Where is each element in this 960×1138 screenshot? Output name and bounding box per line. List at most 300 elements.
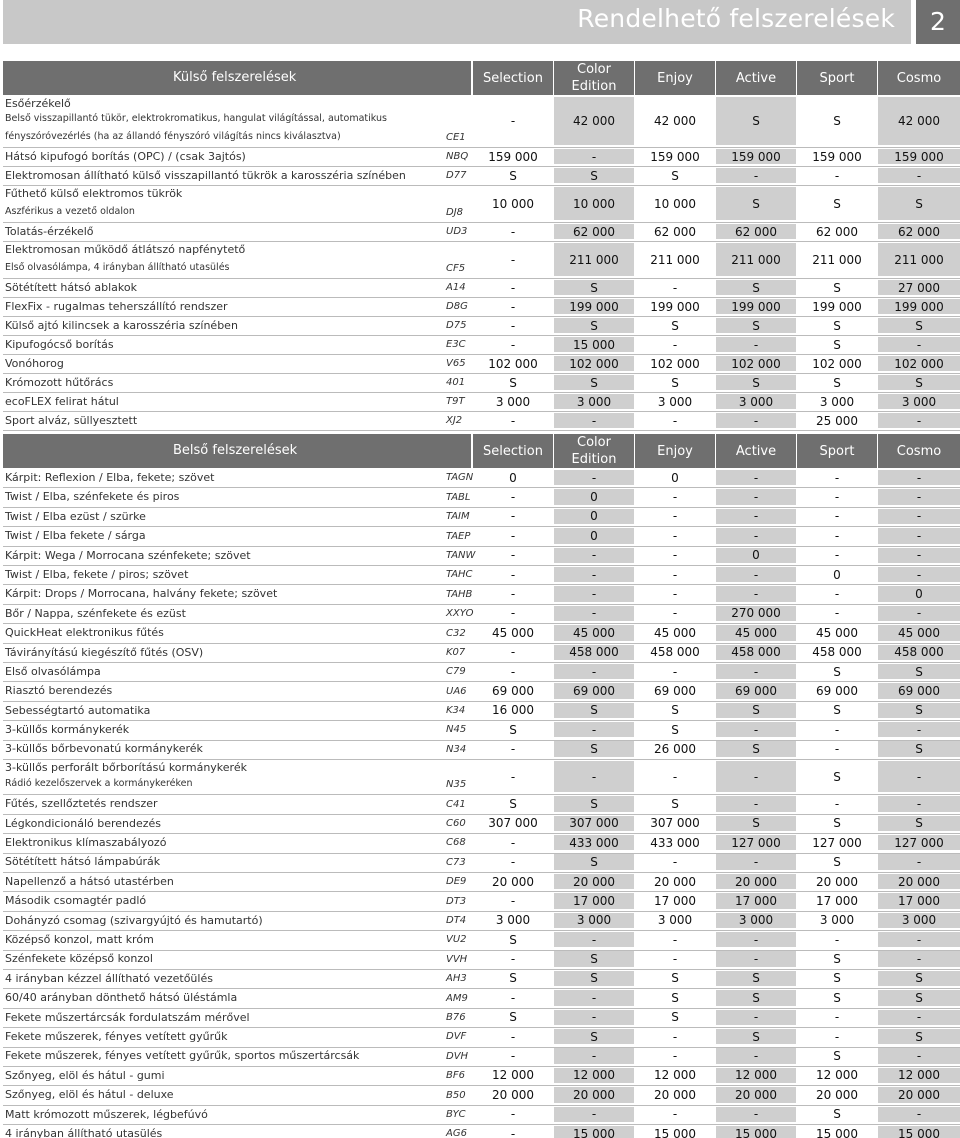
row-label: Kárpit: Drops / Morrocana, halvány fekete; szövet [5, 587, 278, 601]
row-label: Bőr / Nappa, szénfekete és ezüst [5, 606, 186, 620]
price-cell-color: - [554, 586, 634, 601]
price-cell-active: S [716, 1029, 796, 1044]
option-code: DJ8 [446, 207, 464, 218]
table-row [3, 507, 960, 526]
price-cell-selection: - [510, 299, 516, 314]
page-number: 2 [916, 0, 960, 44]
price-cell-selection: - [510, 528, 516, 543]
price-cell-color: - [554, 1010, 634, 1025]
table-row [3, 222, 960, 241]
price-cell-active: - [716, 470, 796, 485]
table-row [3, 546, 960, 565]
price-cell-cosmo: - [878, 1010, 960, 1025]
price-cell-enjoy: 10 000 [654, 196, 696, 211]
table-row [3, 872, 960, 891]
table-row [3, 526, 960, 545]
row-label: 4 irányban állítható utasülés [5, 1126, 163, 1138]
price-cell-selection: 45 000 [492, 625, 534, 640]
price-cell-cosmo: 69 000 [878, 683, 960, 698]
table-row [3, 335, 960, 354]
price-cell-color: S [554, 280, 634, 295]
price-cell-cosmo: S [878, 318, 960, 333]
option-code: VU2 [446, 934, 467, 946]
price-cell-color: 17 000 [554, 893, 634, 908]
price-cell-enjoy: 26 000 [654, 742, 696, 757]
option-code: DT4 [446, 914, 467, 926]
table-row [3, 185, 960, 222]
price-cell-color: 20 000 [554, 1087, 634, 1102]
price-cell-cosmo: - [878, 509, 960, 524]
price-cell-color: - [554, 761, 634, 792]
price-cell-cosmo: - [878, 470, 960, 485]
price-cell-selection: 307 000 [488, 816, 538, 831]
price-cell-enjoy: 42 000 [654, 114, 696, 128]
column-header-2: Enjoy [635, 61, 715, 95]
price-cell-enjoy: 0 [671, 470, 679, 485]
price-cell-enjoy: - [672, 587, 678, 602]
price-cell-color: - [554, 606, 634, 621]
price-cell-enjoy: 3 000 [657, 913, 693, 928]
row-label: Twist / Elba, szénfekete és piros [5, 490, 180, 504]
price-cell-selection: - [510, 318, 516, 333]
price-cell-active: S [716, 816, 796, 831]
price-cell-sport: 20 000 [816, 874, 858, 889]
price-cell-selection: - [510, 224, 516, 239]
price-cell-cosmo: - [878, 567, 960, 582]
price-cell-color: S [554, 854, 634, 869]
price-cell-cosmo: S [878, 703, 960, 718]
price-cell-selection: S [509, 375, 517, 390]
table-row [3, 720, 960, 739]
table-row [3, 643, 960, 662]
price-cell-cosmo: S [878, 741, 960, 756]
price-cell-sport: 20 000 [816, 1087, 858, 1102]
table-row [3, 411, 960, 430]
price-cell-active: 199 000 [716, 299, 796, 314]
row-label: 60/40 arányban dönthető hátsó üléstámla [5, 991, 238, 1005]
price-cell-enjoy: - [672, 548, 678, 563]
option-code: DVF [446, 1031, 467, 1043]
price-cell-enjoy: - [672, 1049, 678, 1064]
price-cell-selection: - [510, 742, 516, 757]
row-label: Kárpit: Wega / Morrocana szénfekete; szövet [5, 548, 251, 562]
column-header-5: Cosmo [878, 434, 960, 468]
column-header-4: Sport [797, 434, 877, 468]
row-label: FlexFix - rugalmas teherszállító rendszer [5, 300, 228, 313]
title-bar [3, 0, 911, 44]
price-cell-active: - [716, 509, 796, 524]
price-cell-active: 159 000 [716, 149, 796, 164]
price-cell-sport: S [833, 318, 841, 333]
price-cell-cosmo: 42 000 [878, 97, 960, 145]
price-cell-color: 69 000 [554, 683, 634, 698]
price-cell-active: 3 000 [716, 394, 796, 409]
price-cell-sport: S [833, 375, 841, 390]
option-code: TAIM [446, 511, 470, 523]
price-cell-cosmo: S [878, 664, 960, 679]
price-cell-sport: 3 000 [819, 913, 855, 928]
row-label: Twist / Elba ezüst / szürke [5, 509, 146, 523]
price-cell-sport: - [834, 606, 840, 621]
price-cell-cosmo: - [878, 606, 960, 621]
table-row [3, 354, 960, 373]
price-cell-color: 20 000 [554, 874, 634, 889]
price-cell-cosmo: - [878, 528, 960, 543]
option-code: N34 [446, 743, 467, 755]
price-cell-active: - [716, 854, 796, 869]
exterior-section [3, 61, 960, 430]
price-cell-sport: 211 000 [812, 252, 862, 267]
option-code: C41 [446, 798, 466, 810]
price-cell-enjoy: - [672, 952, 678, 967]
price-cell-color: 102 000 [554, 356, 634, 371]
option-code: CF5 [446, 263, 466, 274]
price-cell-sport: - [834, 742, 840, 757]
price-cell-color: 3 000 [554, 913, 634, 928]
price-cell-enjoy: - [672, 528, 678, 543]
price-cell-active: - [716, 951, 796, 966]
column-header-0: Selection [473, 61, 553, 95]
price-cell-enjoy: S [671, 722, 679, 737]
option-code: DT3 [446, 895, 467, 907]
row-label: Elektromosan működő átlátszó napfénytető [5, 243, 246, 256]
option-code: XXYO [446, 608, 474, 620]
price-cell-selection: S [509, 932, 517, 947]
price-cell-enjoy: 12 000 [654, 1068, 696, 1083]
row-sublabel: Első olvasólámpa, 4 irányban állítható utasülés [5, 262, 230, 273]
price-cell-selection: - [510, 413, 516, 428]
price-cell-color: S [554, 1029, 634, 1044]
price-cell-cosmo: S [878, 375, 960, 390]
price-cell-enjoy: - [672, 280, 678, 295]
price-cell-cosmo: 3 000 [878, 913, 960, 928]
price-cell-cosmo: - [878, 932, 960, 947]
option-code: V65 [446, 358, 466, 369]
price-cell-active: 62 000 [716, 224, 796, 239]
price-cell-active: - [716, 567, 796, 582]
option-code: T9T [446, 396, 465, 407]
price-cell-sport: 25 000 [816, 413, 858, 428]
row-label: Vonóhorog [5, 357, 64, 370]
interior-header [3, 434, 960, 468]
price-cell-enjoy: - [672, 664, 678, 679]
option-code: BF6 [446, 1070, 465, 1082]
row-label: Dohányzó csomag (szivargyújtó és hamutartó) [5, 913, 263, 927]
column-header-3: Active [716, 434, 796, 468]
option-code: UD3 [446, 226, 468, 237]
interior-title-cell [3, 434, 471, 468]
row-label: Sötétített hátsó ablakok [5, 281, 137, 294]
price-cell-cosmo: - [878, 951, 960, 966]
option-code: C32 [446, 627, 466, 639]
price-cell-color: 10 000 [554, 187, 634, 220]
row-sublabel: Rádió kezelőszervek a kormánykeréken [5, 778, 193, 790]
table-row [3, 1066, 960, 1085]
price-cell-active: - [716, 932, 796, 947]
row-label: Fekete műszerek, fényes vetített gyűrűk [5, 1029, 228, 1043]
row-label: Sötétített hátsó lámpabúrák [5, 855, 161, 869]
price-cell-sport: - [834, 1029, 840, 1044]
column-header-1: Color Edition [554, 434, 634, 468]
price-cell-active: S [716, 375, 796, 390]
price-cell-enjoy: 20 000 [654, 1087, 696, 1102]
price-cell-cosmo: 127 000 [878, 835, 960, 850]
price-cell-color: S [554, 741, 634, 756]
price-cell-enjoy: S [671, 971, 679, 986]
price-cell-active: 15 000 [716, 1126, 796, 1138]
table-row [3, 1124, 960, 1138]
price-cell-cosmo: 211 000 [878, 243, 960, 276]
price-cell-cosmo: 15 000 [878, 1126, 960, 1138]
price-cell-selection: - [510, 567, 516, 582]
price-cell-color: S [554, 703, 634, 718]
price-cell-color: 62 000 [554, 224, 634, 239]
option-code: VVH [446, 953, 468, 965]
price-cell-selection: - [510, 1126, 516, 1138]
row-label: Kárpit: Reflexion / Elba, fekete; szövet [5, 471, 215, 484]
price-cell-active: S [716, 318, 796, 333]
price-cell-cosmo: 102 000 [878, 356, 960, 371]
exterior-title-cell [3, 61, 471, 95]
option-code: TABL [446, 491, 471, 503]
price-cell-cosmo: 20 000 [878, 1087, 960, 1102]
row-label: Fekete műszertárcsák fordulatszám mérővel [5, 1010, 250, 1024]
option-code: TAGN [446, 472, 474, 484]
table-row [3, 316, 960, 335]
price-cell-enjoy: - [672, 769, 678, 784]
price-cell-selection: - [510, 1107, 516, 1122]
price-cell-sport: S [833, 952, 841, 967]
price-cell-active: S [716, 741, 796, 756]
option-code: AM9 [446, 992, 468, 1004]
table-row [3, 949, 960, 968]
option-code: N45 [446, 724, 467, 736]
table-row [3, 392, 960, 411]
price-cell-cosmo: - [878, 548, 960, 563]
price-cell-selection: - [510, 587, 516, 602]
row-label: Elektronikus klímaszabályozó [5, 836, 167, 850]
row-label: Első olvasólámpa [5, 664, 101, 678]
price-cell-enjoy: 211 000 [650, 252, 700, 267]
price-cell-sport: 62 000 [816, 224, 858, 239]
price-cell-active: 12 000 [716, 1068, 796, 1083]
option-code: DVH [446, 1050, 469, 1062]
price-cell-color: - [554, 548, 634, 563]
price-cell-selection: S [509, 971, 517, 986]
price-cell-cosmo: 199 000 [878, 299, 960, 314]
price-cell-selection: 0 [509, 470, 517, 485]
price-cell-selection: - [510, 664, 516, 679]
price-cell-sport: S [833, 114, 841, 128]
price-cell-color: 307 000 [554, 816, 634, 831]
price-cell-selection: 16 000 [492, 703, 534, 718]
price-cell-enjoy: 62 000 [654, 224, 696, 239]
row-label: Középső konzol, matt króm [5, 932, 154, 946]
price-cell-selection: S [509, 722, 517, 737]
section-title: Belső felszerelések [173, 443, 298, 458]
row-label: Krómozott hűtőrács [5, 376, 114, 389]
price-cell-enjoy: 17 000 [654, 893, 696, 908]
price-cell-enjoy: S [671, 168, 679, 183]
table-row [3, 891, 960, 910]
price-cell-enjoy: 3 000 [657, 394, 693, 409]
price-cell-active: - [716, 796, 796, 811]
price-cell-sport: S [833, 280, 841, 295]
option-code: 401 [446, 377, 466, 388]
price-cell-sport: - [834, 932, 840, 947]
price-cell-color: - [554, 932, 634, 947]
price-cell-active: 69 000 [716, 683, 796, 698]
price-cell-sport: S [833, 816, 841, 831]
row-divider [3, 430, 960, 431]
price-cell-color: 199 000 [554, 299, 634, 314]
price-cell-enjoy: - [672, 1029, 678, 1044]
price-cell-color: S [554, 796, 634, 811]
price-cell-cosmo: S [878, 187, 960, 220]
price-cell-color: 15 000 [554, 1126, 634, 1138]
option-code: D77 [446, 170, 467, 181]
table-row [3, 604, 960, 623]
price-cell-color: 0 [554, 528, 634, 543]
price-cell-selection: - [510, 769, 516, 784]
price-cell-cosmo: - [878, 1048, 960, 1063]
price-cell-sport: S [833, 337, 841, 352]
price-cell-sport: - [834, 509, 840, 524]
option-code: C60 [446, 818, 466, 830]
price-cell-cosmo: 20 000 [878, 874, 960, 889]
table-row [3, 297, 960, 316]
price-cell-color: - [554, 149, 634, 164]
option-code: DE9 [446, 876, 467, 888]
price-cell-color: - [554, 664, 634, 679]
price-cell-sport: S [833, 769, 841, 784]
price-cell-active: 0 [716, 548, 796, 563]
row-label: Esőérzékelő [5, 97, 71, 110]
option-code: D8G [446, 301, 468, 312]
row-label: Második csomagtér padló [5, 894, 147, 908]
table-row [3, 1027, 960, 1046]
price-cell-selection: 102 000 [488, 356, 538, 371]
row-label: Fűthető külső elektromos tükrök [5, 187, 183, 200]
price-cell-enjoy: S [671, 990, 679, 1005]
price-cell-selection: - [510, 509, 516, 524]
row-label: QuickHeat elektronikus fűtés [5, 626, 164, 640]
price-cell-enjoy: - [672, 932, 678, 947]
price-cell-active: S [716, 971, 796, 986]
price-cell-active: - [716, 413, 796, 428]
price-cell-selection: 159 000 [488, 149, 538, 164]
option-code: D75 [446, 320, 467, 331]
table-row [3, 584, 960, 603]
option-code: E3C [446, 339, 466, 350]
row-label: Twist / Elba, fekete / piros; szövet [5, 567, 189, 581]
option-code: C73 [446, 856, 466, 868]
price-cell-enjoy: 199 000 [650, 299, 700, 314]
price-cell-selection: S [509, 1010, 517, 1025]
price-cell-active: 20 000 [716, 1087, 796, 1102]
price-cell-enjoy: 159 000 [650, 149, 700, 164]
price-cell-selection: - [510, 990, 516, 1005]
option-code: TANW [446, 549, 476, 561]
row-label: Szőnyeg, elöl és hátul - deluxe [5, 1088, 174, 1102]
table-row [3, 814, 960, 833]
price-cell-cosmo: 45 000 [878, 625, 960, 640]
price-cell-cosmo: - [878, 413, 960, 428]
price-cell-cosmo: 458 000 [878, 645, 960, 660]
price-cell-enjoy: 307 000 [650, 816, 700, 831]
price-cell-color: - [554, 722, 634, 737]
price-cell-cosmo: S [878, 971, 960, 986]
price-cell-selection: - [510, 645, 516, 660]
price-cell-selection: 20 000 [492, 1087, 534, 1102]
price-cell-color: S [554, 168, 634, 183]
price-cell-selection: - [510, 952, 516, 967]
price-cell-sport: S [833, 855, 841, 870]
price-cell-cosmo: 3 000 [878, 394, 960, 409]
price-cell-enjoy: - [672, 855, 678, 870]
row-label: Szőnyeg, elöl és hátul - gumi [5, 1068, 165, 1082]
price-cell-enjoy: S [671, 796, 679, 811]
price-cell-active: 17 000 [716, 893, 796, 908]
table-row [3, 930, 960, 949]
price-cell-enjoy: S [671, 1010, 679, 1025]
row-label: Fűtés, szellőztetés rendszer [5, 797, 158, 811]
price-cell-sport: 69 000 [816, 683, 858, 698]
price-cell-cosmo: 17 000 [878, 893, 960, 908]
table-row [3, 468, 960, 487]
price-cell-color: 0 [554, 509, 634, 524]
price-cell-active: 102 000 [716, 356, 796, 371]
row-sublabel: Aszférikus a vezető oldalon [5, 206, 135, 217]
exterior-header [3, 61, 960, 95]
table-row [3, 95, 960, 147]
price-cell-enjoy: - [672, 567, 678, 582]
option-code: C79 [446, 666, 466, 678]
option-code: B50 [446, 1089, 466, 1101]
price-cell-selection: 69 000 [492, 683, 534, 698]
price-cell-active: - [716, 722, 796, 737]
price-cell-selection: 20 000 [492, 874, 534, 889]
price-cell-active: - [716, 1010, 796, 1025]
price-cell-selection: - [510, 490, 516, 505]
row-label: Légkondicionáló berendezés [5, 816, 162, 830]
price-cell-cosmo: - [878, 337, 960, 352]
price-cell-selection: 10 000 [492, 196, 534, 211]
row-label: Távirányítású kiegészítő fűtés (OSV) [5, 645, 204, 659]
price-cell-selection: - [510, 114, 516, 128]
price-cell-sport: - [834, 470, 840, 485]
price-cell-selection: - [510, 337, 516, 352]
option-code: XJ2 [446, 415, 463, 426]
table-row [3, 794, 960, 813]
price-cell-active: 45 000 [716, 625, 796, 640]
column-header-2: Enjoy [635, 434, 715, 468]
price-cell-sport: S [833, 990, 841, 1005]
row-label: 3-küllős kormánykerék [5, 723, 130, 737]
option-code: B76 [446, 1011, 466, 1023]
option-code: C68 [446, 837, 466, 849]
table-row [3, 833, 960, 852]
price-cell-cosmo: - [878, 1107, 960, 1122]
price-cell-cosmo: 0 [878, 586, 960, 601]
price-cell-color: 433 000 [554, 835, 634, 850]
price-cell-color: S [554, 971, 634, 986]
price-cell-sport: - [834, 1010, 840, 1025]
price-cell-active: - [716, 489, 796, 504]
option-code: A14 [446, 282, 466, 293]
price-cell-sport: 12 000 [816, 1068, 858, 1083]
price-cell-active: - [716, 1048, 796, 1063]
